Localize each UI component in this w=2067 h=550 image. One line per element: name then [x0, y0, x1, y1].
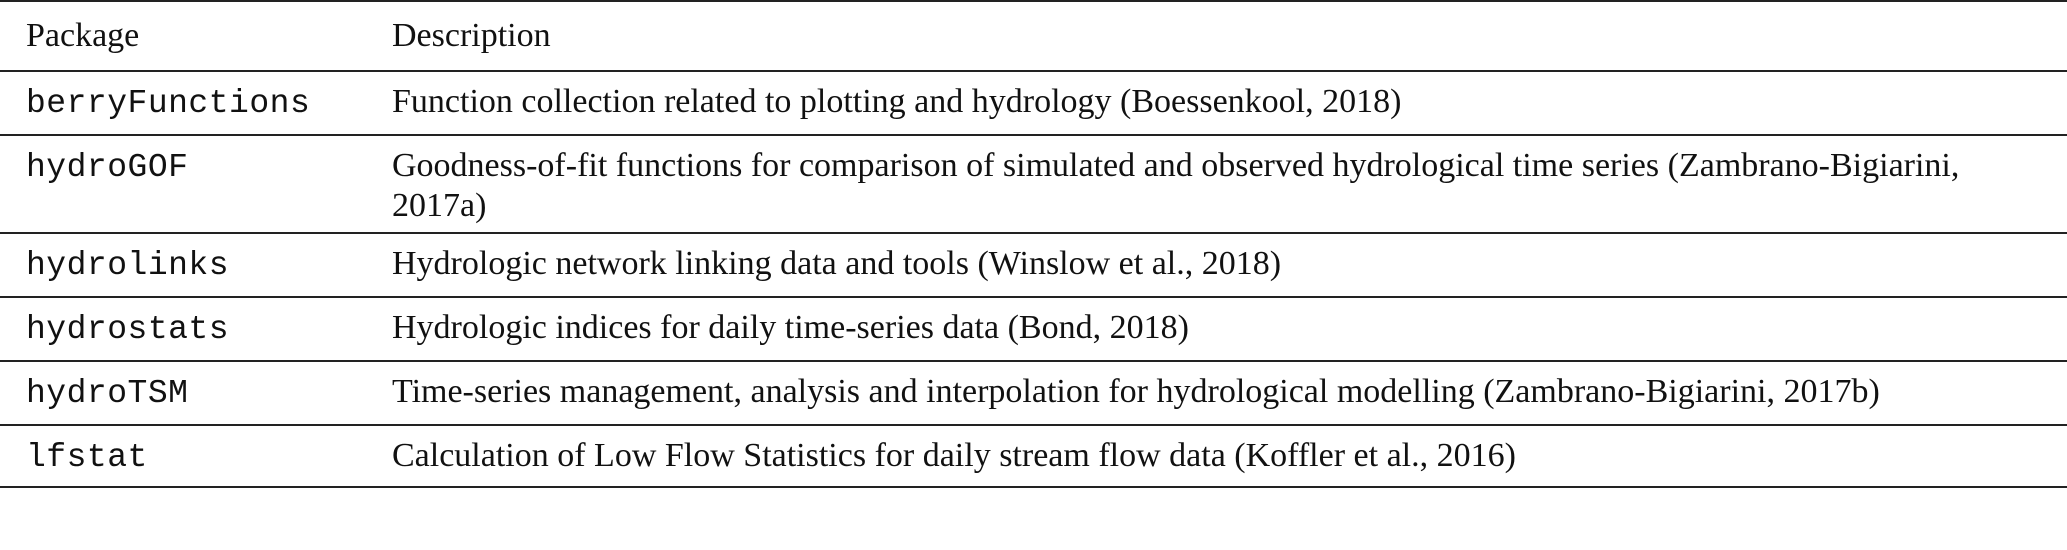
package-name: hydrostats	[26, 311, 230, 348]
table-header	[0, 1, 2067, 71]
table-row	[0, 135, 2067, 233]
table-row	[0, 297, 2067, 361]
package-description: Time-series management, analysis and interpolation for hydrological modelling (Zambrano-Bigiarini, 2017b)	[392, 373, 1880, 410]
table-row	[0, 233, 2067, 297]
table-row	[0, 425, 2067, 487]
table-body	[0, 71, 2067, 487]
package-name: hydrolinks	[26, 247, 230, 284]
package-description: Calculation of Low Flow Statistics for daily stream flow data (Koffler et al., 2016)	[392, 437, 1516, 474]
package-description: Hydrologic network linking data and tools (Winslow et al., 2018)	[392, 245, 1282, 282]
header-row	[0, 1, 2067, 71]
package-description: Function collection related to plotting and hydrology (Boessenkool, 2018)	[392, 83, 1402, 120]
package-description: Goodness-of-fit functions for comparison of simulated and observed hydrological time series (Zambrano-Bigiarini, 2017a)	[392, 147, 1960, 224]
package-name: lfstat	[26, 439, 148, 476]
table-row	[0, 361, 2067, 425]
package-name: hydroGOF	[26, 149, 189, 186]
table-row	[0, 71, 2067, 135]
header-package: Package	[26, 17, 140, 54]
header-description: Description	[392, 17, 551, 54]
package-name: hydroTSM	[26, 375, 189, 412]
package-name: berryFunctions	[26, 85, 311, 122]
package-description: Hydrologic indices for daily time-series data (Bond, 2018)	[392, 309, 1189, 346]
